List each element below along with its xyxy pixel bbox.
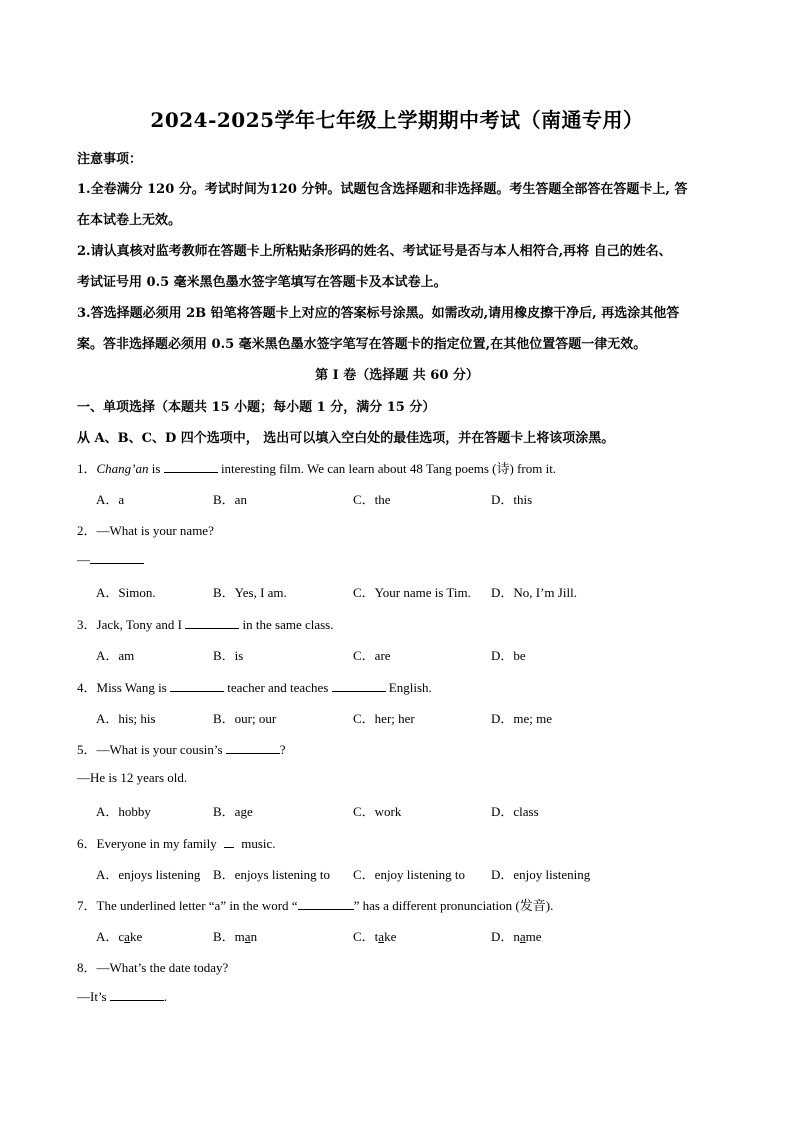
q2-option-a: A．Simon. — [96, 585, 156, 600]
q3-option-d: D．be — [491, 648, 526, 663]
q4-option-a: A．his; his — [96, 711, 156, 726]
answer-blank — [224, 835, 234, 848]
q6-option-d: D．enjoy listening — [491, 867, 591, 882]
notice-line-2b: 考试证号用 0.5 毫米黑色墨水签字笔填写在答题卡及本试卷上。 — [77, 275, 447, 290]
question-5-reply: —He is 12 years old. — [77, 770, 188, 785]
q5-option-d: D．class — [491, 804, 539, 819]
underlined-letter: a — [124, 929, 130, 944]
answer-blank — [110, 988, 164, 1001]
question-3: 3．Jack, Tony and I in the same class. — [77, 617, 334, 632]
q5-option-c: C．work — [353, 804, 402, 819]
answer-blank — [185, 616, 239, 629]
notice-line-3b: 案。答非选择题必须用 0.5 毫米黑色墨水签字笔写在答题卡的指定位置,在其他位置答题一律无效。 — [77, 337, 647, 352]
q6-option-a: A．enjoys listening — [96, 867, 201, 882]
q2-option-b: B．Yes, I am. — [213, 585, 287, 600]
q6-option-c: C．enjoy listening to — [353, 867, 465, 882]
question-2-reply: — — [77, 551, 144, 568]
question-4: 4．Miss Wang is teacher and teaches English. — [77, 680, 432, 695]
q5-option-a: A．hobby — [96, 804, 151, 819]
question-8-reply: —It’s . — [77, 989, 168, 1004]
q7-option-a: A．cake — [96, 929, 143, 944]
answer-blank — [226, 741, 280, 754]
answer-blank — [170, 679, 224, 692]
page-title: 2024-2025学年七年级上学期期中考试（南通专用） — [150, 108, 644, 132]
q1-option-d: D．this — [491, 492, 533, 507]
film-title: Chang’an — [96, 461, 149, 476]
notice-line-2a: 2.请认真核对监考教师在答题卡上所粘贴条形码的姓名、考试证号是否与本人相符合,再将 自己的姓名、 — [77, 244, 672, 259]
q3-option-c: C．are — [353, 648, 391, 663]
question-number: 1． — [77, 461, 97, 476]
part1-instruction: 从 A、B、C、D 四个选项中， 选出可以填入空白处的最佳选项，并在答题卡上将该项涂黑。 — [77, 431, 615, 446]
q4-option-c: C．her; her — [353, 711, 415, 726]
notice-line-1a: 1.全卷满分 120 分。考试时间为120 分钟。试题包含选择题和非选择题。考生答题全部答在答题卡上, 答 — [77, 182, 688, 197]
question-6: 6．Everyone in my family music. — [77, 836, 276, 851]
q7-option-d: D．name — [491, 929, 542, 944]
q1-option-c: C．the — [353, 492, 391, 507]
part1-heading: 一、单项选择（本题共 15 小题；每小题 1 分，满分 15 分） — [77, 400, 436, 415]
notice-line-3a: 3.答选择题必须用 2B 铅笔将答题卡上对应的答案标号涂黑。如需改动,请用橡皮擦干净后, 再选涂其他答 — [77, 306, 680, 321]
q4-option-d: D．me; me — [491, 711, 553, 726]
notice-line-1b: 在本试卷上无效。 — [77, 213, 182, 228]
q6-option-b: B．enjoys listening to — [213, 867, 331, 882]
question-5: 5．—What is your cousin’s ? — [77, 742, 286, 757]
q1-option-b: B．an — [213, 492, 247, 507]
question-8: 8．—What’s the date today? — [77, 960, 229, 975]
question-7: 7．The underlined letter “a” in the word “ ” has a different pronunciation (发音). — [77, 898, 554, 913]
underlined-letter: a — [378, 929, 385, 944]
q2-option-d: D．No, I’m Jill. — [491, 585, 577, 600]
question-1: 1．Chang’an is interesting film. We can learn about 48 Tang poems (诗) from it. — [77, 461, 557, 476]
q1-option-a: A．a — [96, 492, 125, 507]
answer-blank — [90, 551, 144, 564]
underlined-letter: a — [244, 929, 251, 944]
q7-option-b: B．man — [213, 929, 258, 944]
underlined-letter: a — [519, 929, 526, 944]
q3-option-b: B．is — [213, 648, 244, 663]
q5-option-b: B．age — [213, 804, 253, 819]
volume-heading: 第 I 卷（选择题 共 60 分） — [315, 368, 479, 383]
answer-blank — [298, 897, 354, 910]
q2-option-c: C．Your name is Tim. — [353, 585, 471, 600]
answer-blank — [164, 460, 218, 473]
question-2: 2．—What is your name? — [77, 523, 214, 538]
q4-option-b: B．our; our — [213, 711, 277, 726]
q7-option-c: C．take — [353, 929, 397, 944]
answer-blank — [332, 679, 386, 692]
q3-option-a: A．am — [96, 648, 135, 663]
notice-heading: 注意事项： — [77, 152, 143, 167]
